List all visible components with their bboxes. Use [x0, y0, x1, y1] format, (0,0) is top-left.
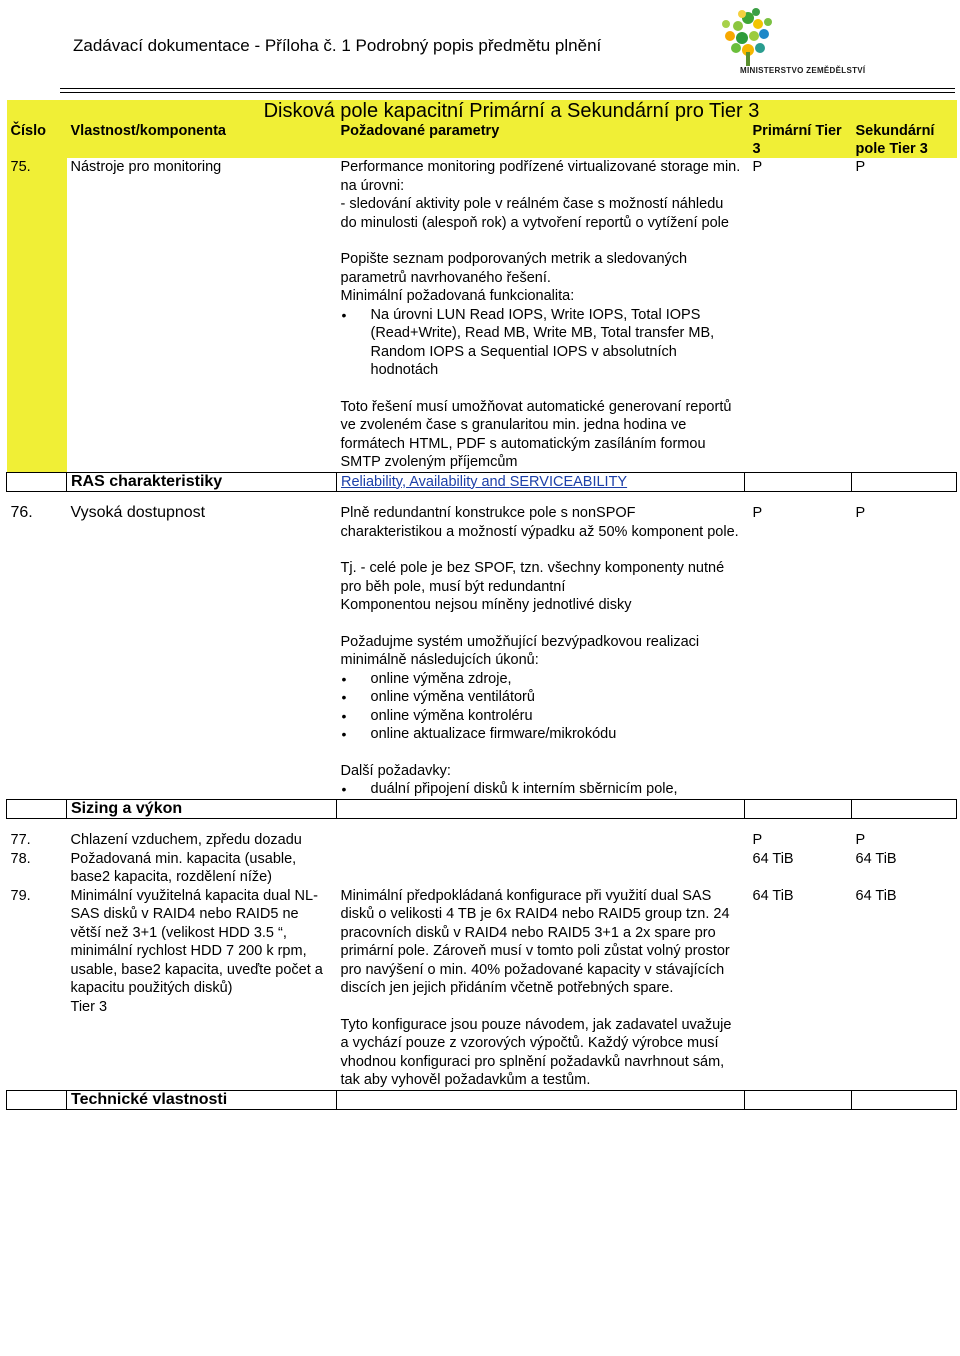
- param-paragraph: Popište seznam podporovaných metrik a sledovaných parametrů navrhovaného řešení. Minimální požadovaná funkcionalita:: [340, 251, 688, 304]
- ras-link-text[interactable]: Reliability, Availability and: [341, 473, 510, 490]
- col-header-cislo: Číslo: [7, 122, 67, 158]
- col-header-sekundarni: Sekundární pole Tier 3: [852, 122, 957, 158]
- table-title: Disková pole kapacitní Primární a Sekundární pro Tier 3: [67, 100, 957, 122]
- secondary-value: P: [855, 832, 866, 848]
- table-row: [7, 831, 957, 850]
- row-number: 76.: [10, 504, 33, 521]
- primary-value: P: [752, 159, 763, 175]
- document-header-title: Zadávací dokumentace - Příloha č. 1 Podrobný popis předmětu plnění: [73, 36, 602, 55]
- row-number: 78.: [10, 850, 31, 867]
- col-header-primarni: Primární Tier 3: [745, 122, 852, 158]
- section-row: [7, 799, 957, 819]
- param-paragraph: Minimální předpokládaná konfigurace při využití dual SAS disků o velikosti 4 TB je 6x RAID4 nebo RAID5 group tzn. 24 pracovních disků v RAID4 nebo RAID5 3+1 a 2x spare pro primární pole. Zároveň musí v tomto poli zůstat volný prostor pro navýšení o min. 40% požadované kapacity v stávajících discích jen jejich přidáním včetně potřebných spare.: [340, 887, 730, 996]
- secondary-value: P: [855, 505, 866, 521]
- row-property: Minimální využitelná kapacita dual NL-SAS disků v RAID4 nebo RAID5 ne větší než 3+1 (velikost HDD 3.5 “, minimální rychlost HDD 7 200 k rpm, usable, base2 kapacita, uveďte počet a kapacitu použitých disků) Tier 3: [70, 887, 323, 1015]
- param-paragraph: Další požadavky:: [340, 762, 451, 779]
- list-item: • online aktualizace firmware/mikrokódu: [371, 725, 741, 744]
- list-item: • online výměna ventilátorů: [371, 688, 741, 707]
- list-item: • online výměna kontroléru: [371, 707, 741, 726]
- logo-caption: MINISTERSTVO ZEMĚDĚLSTVÍ: [740, 66, 866, 75]
- col-header-parametry: Požadované parametry: [337, 122, 745, 158]
- row-property: Nástroje pro monitoring: [70, 159, 222, 175]
- list-item: • online výměna zdroje,: [371, 670, 741, 689]
- ras-link[interactable]: [341, 474, 627, 490]
- section-row: [7, 472, 957, 492]
- section-label-ras: RAS charakteristiky: [67, 472, 337, 492]
- list-item: • duální připojení disků k interním sběrnicím pole,: [371, 780, 741, 799]
- section-label-tech: Technické vlastnosti: [67, 1090, 337, 1110]
- param-paragraph: Plně redundantní konstrukce pole s nonSPOF charakteristikou a možností výpadku až 50% komponent pole.: [340, 505, 739, 540]
- table-row: [7, 850, 957, 887]
- row-number: 77.: [10, 832, 31, 848]
- secondary-value: 64 TiB: [855, 887, 897, 904]
- table-row: [7, 887, 957, 1091]
- col-header-vlastnost: Vlastnost/komponenta: [67, 122, 337, 158]
- ras-link-tail[interactable]: SERVICEABILITY: [509, 473, 628, 490]
- row-params: [337, 831, 745, 850]
- param-paragraph: Tj. - celé pole je bez SPOF, tzn. všechny komponenty nutné pro běh pole, musí být redundantní Komponentou nejsou míněny jednotlivé disky: [340, 560, 725, 613]
- row-property: Vysoká dostupnost: [70, 504, 206, 521]
- primary-value: 64 TiB: [752, 887, 794, 904]
- row-params: [337, 158, 745, 472]
- row-params: [337, 504, 745, 799]
- header-rule-bottom: [60, 92, 955, 93]
- requirements-table: [6, 100, 957, 1110]
- section-label-sizing: Sizing a výkon: [67, 799, 337, 819]
- param-paragraph: Performance monitoring podřízené virtualizované storage min. na úrovni: - sledování aktivity pole v reálném čase s možností náhledu do minulosti (alespoň rok) a vytvoření reportů o vytížení pole: [340, 159, 741, 231]
- row-params: [337, 887, 745, 1091]
- list-item: • Na úrovni LUN Read IOPS, Write IOPS, Total IOPS (Read+Write), Read MB, Write MB, Total transfer MB, Random IOPS a Sequential IOPS v absolutních hodnotách: [371, 306, 741, 380]
- row-property: Chlazení vzduchem, zpředu dozadu: [70, 832, 302, 848]
- param-paragraph: Požadujme systém umožňující bezvýpadkovou realizaci minimálně následujcích úkonů:: [340, 633, 700, 668]
- row-params: [337, 850, 745, 887]
- row-property: Požadovaná min. kapacita (usable, base2 kapacita, rozdělení níže): [70, 850, 297, 885]
- header-rule-top: [60, 88, 955, 89]
- primary-value: P: [752, 505, 763, 521]
- row-number: 75.: [7, 158, 67, 472]
- primary-value: 64 TiB: [752, 850, 794, 867]
- param-paragraph: Tyto konfigurace jsou pouze návodem, jak zadavatel uvažuje a vychází pouze z vzorových výpočtů. Každý výrobce musí vhodnou konfiguraci pro splnění požadavků navrhnout sám, tak aby vyhověl požadavkům a testům.: [340, 1016, 732, 1088]
- secondary-value: 64 TiB: [855, 850, 897, 867]
- secondary-value: P: [855, 159, 866, 175]
- primary-value: P: [752, 832, 763, 848]
- param-paragraph: Toto řešení musí umožňovat automatické generovaní reportů ve zvoleném čase s granularitou min. jedna hodina ve formátech HTML, PDF s automatickým zasíláním formou SMTP zvoleným příjemcům: [340, 398, 732, 470]
- table-row: [7, 504, 957, 799]
- section-row: [7, 1090, 957, 1110]
- table-row: [7, 158, 957, 472]
- tree-icon: [722, 8, 772, 66]
- row-number: 79.: [10, 887, 31, 904]
